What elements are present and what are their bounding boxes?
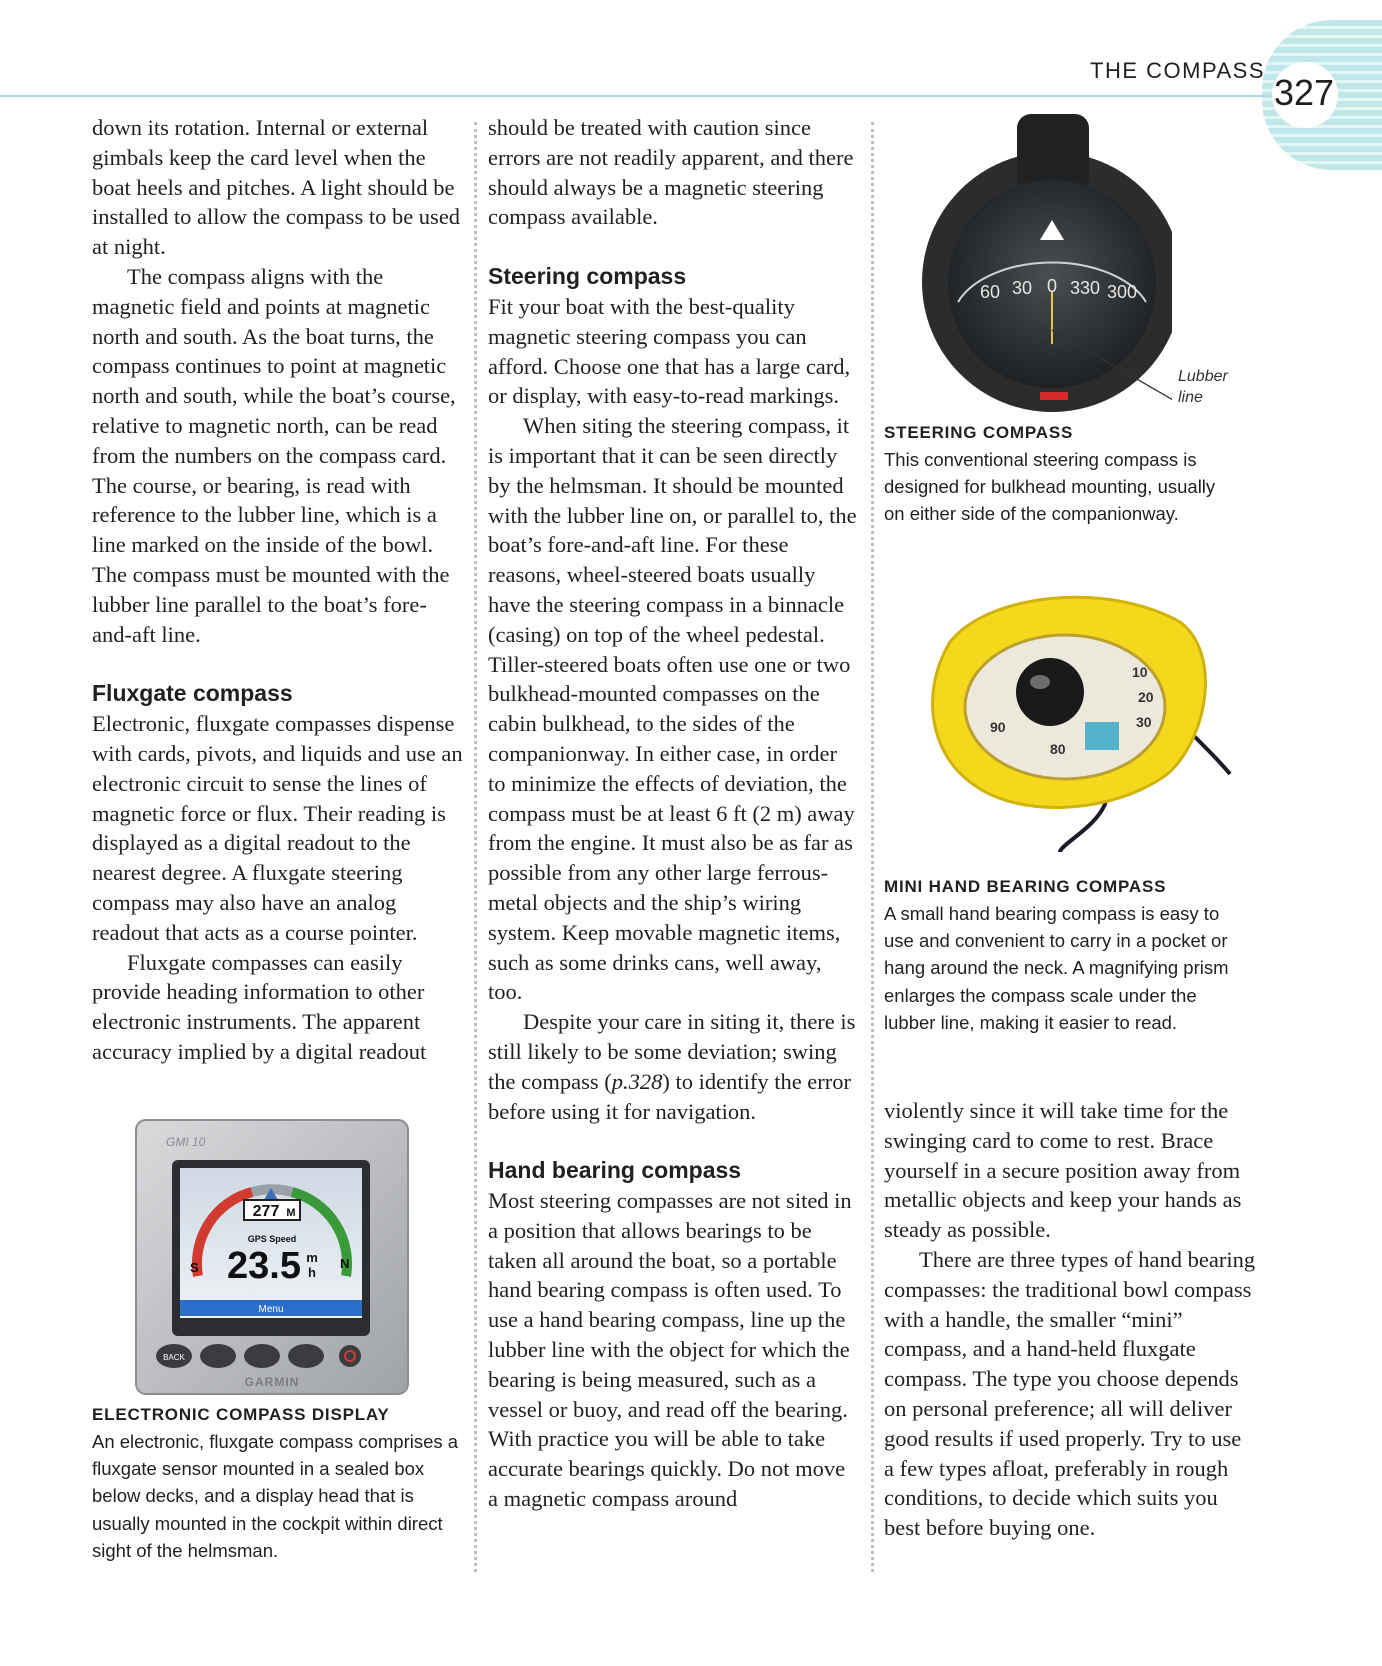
electronic-display-caption-title: ELECTRONIC COMPASS DISPLAY — [92, 1405, 390, 1424]
column-3 — [884, 1096, 1256, 1543]
speed-label: GPS Speed — [247, 1234, 297, 1244]
col3-paragraph-1: violently since it will take time for the swinging card to come to rest. Brace yourself in a secure position away from metallic objects and keep your hands as steady as possible. — [884, 1098, 1242, 1243]
back-label: BACK — [163, 1353, 185, 1362]
heading-unit: M — [286, 1207, 296, 1219]
mini-card-number-3: 30 — [1136, 714, 1152, 730]
col2-paragraph-4-after: ) to identify the error before using it for navigation. — [488, 1068, 852, 1124]
electronic-display-caption — [92, 1402, 468, 1564]
col1-paragraph-1: down its rotation. Internal or external gimbals keep the card level when the boat heels and pitches. A light should be installed to allow the compass to be used at night. — [92, 115, 461, 260]
electronic-compass-display-image — [132, 1116, 412, 1398]
soft-key-2 — [244, 1344, 280, 1368]
card-number-1: 60 — [980, 282, 1001, 302]
column-1 — [92, 113, 464, 1067]
compass-light — [1040, 392, 1068, 400]
fluxgate-heading: Fluxgate compass — [92, 680, 293, 707]
card-number-3: 0 — [1047, 276, 1058, 296]
lubber-line-label — [1178, 366, 1228, 408]
power-button — [339, 1345, 361, 1367]
mini-compass-caption-title: MINI HAND BEARING COMPASS — [884, 877, 1167, 896]
col2-paragraph-1: should be treated with caution since errors are not readily apparent, and there should always be a magnetic steering compass available. — [488, 115, 854, 230]
lubber-label-line-1: Lubber — [1178, 368, 1228, 385]
col3-paragraph-2: There are three types of hand bearing compasses: the traditional bowl compass with a handle, the smaller “mini” compass, and a hand-held fluxgate compass. The type you choose depends on personal preference; all will deliver good results if used properly. Try to use a few types afloat, preferably in rough conditions, to decide which suits you best before buying one. — [884, 1246, 1256, 1541]
menu-label: Menu — [258, 1304, 284, 1315]
dial-label-right: N — [340, 1256, 350, 1271]
mini-card-number-4: 80 — [1050, 741, 1066, 757]
col1-paragraph-3: Electronic, fluxgate compasses dispense with cards, pivots, and liquids and use an electronic circuit to sense the lines of magnetic force or flux. Their reading is displayed as a digital readout to the nearest degree. A fluxgate steering compass may also have an analog readout that acts as a course pointer. — [92, 711, 463, 945]
steering-compass-caption-text: This conventional steering compass is designed for bulkhead mounting, usually on either side of the companionway. — [884, 449, 1216, 525]
prism-window — [1085, 722, 1119, 750]
col2-paragraph-3: When siting the steering compass, it is important that it can be seen directly by the helmsman. It should be mounted with the lubber line on, or parallel to, the boat’s fore-and-aft line. For these reasons, wheel-steered boats usually have the steering compass in a binnacle (casing) on top of the wheel pedestal. Tiller-steered boats often use one or two bulkhead-mounted compasses on the cabin bulkhead, to the sides of the companionway. In either case, in order to minimize the effects of deviation, the compass must be at least 6 ft (2 m) away from the engine. It must also be as far as possible from any other large ferrous-metal objects and the ship’s wiring system. Keep movable magnetic items, such as some drinks cans, well away, too. — [488, 413, 857, 1005]
col2-paragraph-2: Fit your boat with the best-quality magnetic steering compass you can afford. Choose one that has a large card, or display, with easy-to-read markings. — [488, 293, 851, 409]
mini-card-number-5: 90 — [990, 719, 1006, 735]
dial-label-left: S — [190, 1260, 199, 1275]
mini-hand-bearing-compass-image — [910, 582, 1240, 862]
header-rule — [0, 95, 1270, 97]
soft-key-3 — [288, 1344, 324, 1368]
brand-label: GARMIN — [244, 1375, 300, 1389]
hand-bearing-heading: Hand bearing compass — [488, 1157, 742, 1184]
heading-value: 277 — [252, 1203, 280, 1220]
speed-unit-bottom: h — [308, 1265, 316, 1280]
display-model: GMI 10 — [166, 1135, 206, 1149]
page-number: 327 — [1274, 72, 1335, 113]
steering-compass-caption — [884, 420, 1234, 528]
soft-key-1 — [200, 1344, 236, 1368]
card-number-4: 330 — [1070, 278, 1101, 298]
col2-paragraph-5: Most steering compasses are not sited in a position that allows bearings to be taken all around the boat, so a portable hand bearing compass is often used. To use a hand bearing compass, line up the lubber line with the object for which the bearing is being measured, such as a vessel or buoy, and read off the bearing. With practice you will be able to take accurate bearings quickly. Do not move a magnetic compass around — [488, 1188, 852, 1512]
card-number-2: 30 — [1012, 278, 1033, 298]
mini-card-number-1: 10 — [1132, 664, 1148, 680]
electronic-display-caption-text: An electronic, fluxgate compass comprises a fluxgate sensor mounted in a sealed box below decks, and a display head that is usually mounted in the cockpit within direct sight of the helmsman. — [92, 1431, 459, 1561]
running-head: THE COMPASS — [1090, 58, 1266, 83]
steering-compass-caption-title: STEERING COMPASS — [884, 423, 1074, 442]
steering-compass-image — [912, 112, 1172, 412]
card-number-5: 300 — [1107, 282, 1138, 302]
col2-paragraph-4 — [488, 1007, 860, 1126]
mini-compass-caption — [884, 874, 1244, 1036]
mini-card-number-2: 20 — [1138, 689, 1154, 705]
lubber-label-line-2: line — [1178, 389, 1203, 406]
col1-paragraph-4: Fluxgate compasses can easily provide heading information to other electronic instruments. The apparent accuracy implied by a digital readout — [92, 949, 427, 1064]
column-divider-right — [871, 122, 874, 1572]
speed-unit-top: m — [306, 1250, 318, 1265]
column-divider-left — [474, 122, 477, 1572]
speed-value: 23.5 — [227, 1245, 301, 1287]
steering-compass-heading: Steering compass — [488, 263, 687, 290]
mini-compass-caption-text: A small hand bearing compass is easy to use and convenient to carry in a pocket or hang around the neck. A magnifying prism enlarges the compass scale under the lubber line, making it easier to read. — [884, 903, 1229, 1033]
col1-paragraph-2: The compass aligns with the magnetic field and points at magnetic north and south. As the boat turns, the compass continues to point at magnetic north and south, while the boat’s course, relative to magnetic north, can be read from the numbers on the compass card. The course, or bearing, is read with reference to the lubber line, which is a line marked on the inside of the bowl. The compass must be mounted with the lubber line parallel to the boat’s fore-and-aft line. — [92, 263, 456, 647]
col2-paragraph-4-before: Despite your care in siting it, there is still likely to be some deviation; swing the compass ( — [488, 1009, 856, 1094]
column-2 — [488, 113, 860, 1514]
compass-dome — [1016, 658, 1084, 726]
page-reference: p.328 — [611, 1068, 663, 1094]
